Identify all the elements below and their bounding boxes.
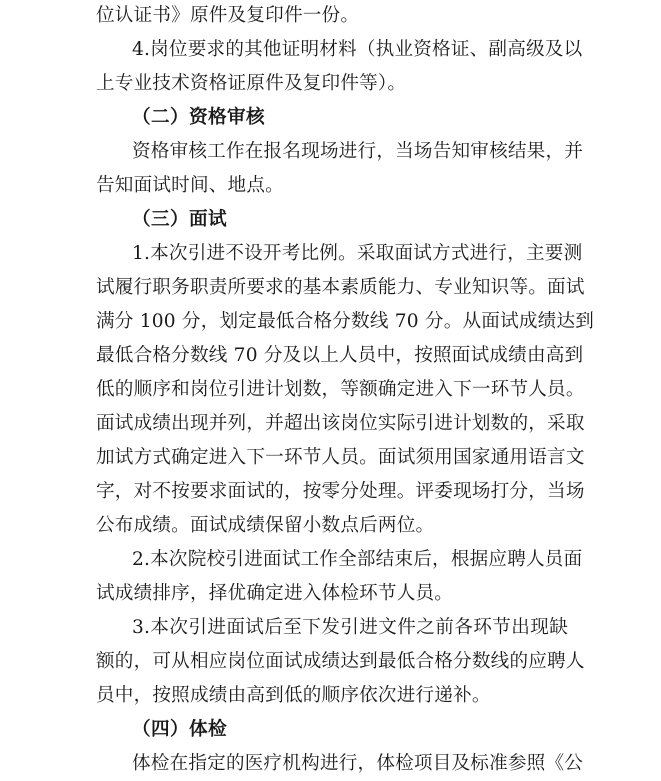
text-line: 员中，按照成绩由高到低的顺序依次进行递补。 [96,685,491,706]
text-line: 2.本次院校引进面试工作全部结束后，根据应聘人员面 [132,549,583,570]
text-line: 最低合格分数线 70 分及以上人员中，按照面试成绩由高到 [96,345,584,366]
text-line: 加试方式确定进入下一环节人员。面试须用国家通用语言文 [96,447,585,468]
text-line: 公布成绩。面试成绩保留小数点后两位。 [96,515,435,536]
text-line: 上专业技术资格证原件及复印件等）。 [96,73,407,94]
section-heading-interview: （三）面试 [132,209,227,230]
text-line: 字，对不按要求面试的，按零分处理。评委现场打分，当场 [96,481,585,502]
section-heading-physical-exam: （四）体检 [132,719,227,740]
text-line: 资格审核工作在报名现场进行，当场告知审核结果，并 [132,141,584,162]
text-line: 4.岗位要求的其他证明材料（执业资格证、副高级及以 [132,39,583,60]
text-line: 试履行职务职责所要求的基本素质能力、专业知识等。面试 [96,277,585,298]
text-line: 3.本次引进面试后至下发引进文件之前各环节出现缺 [132,617,568,638]
text-line: 额的，可从相应岗位面试成绩达到最低合格分数线的应聘人 [96,651,585,672]
text-line: 位认证书》原件及复印件一份。 [96,5,360,26]
text-line: 试成绩排序，择优确定进入体检环节人员。 [96,583,454,604]
text-line: 告知面试时间、地点。 [96,175,284,196]
section-heading-qualification-review: （二）资格审核 [132,107,265,128]
text-line: 体检在指定的医疗机构进行，体检项目及标准参照《公 [132,753,584,774]
text-line: 满分 100 分，划定最低合格分数线 70 分。从面试成绩达到 [96,311,595,332]
text-line: 1.本次引进不设开考比例。采取面试方式进行，主要测 [132,243,583,264]
text-line: 低的顺序和岗位引进计划数，等额确定进入下一环节人员。 [96,379,585,400]
text-line: 面试成绩出现并列，并超出该岗位实际引进计划数的，采取 [96,413,585,434]
